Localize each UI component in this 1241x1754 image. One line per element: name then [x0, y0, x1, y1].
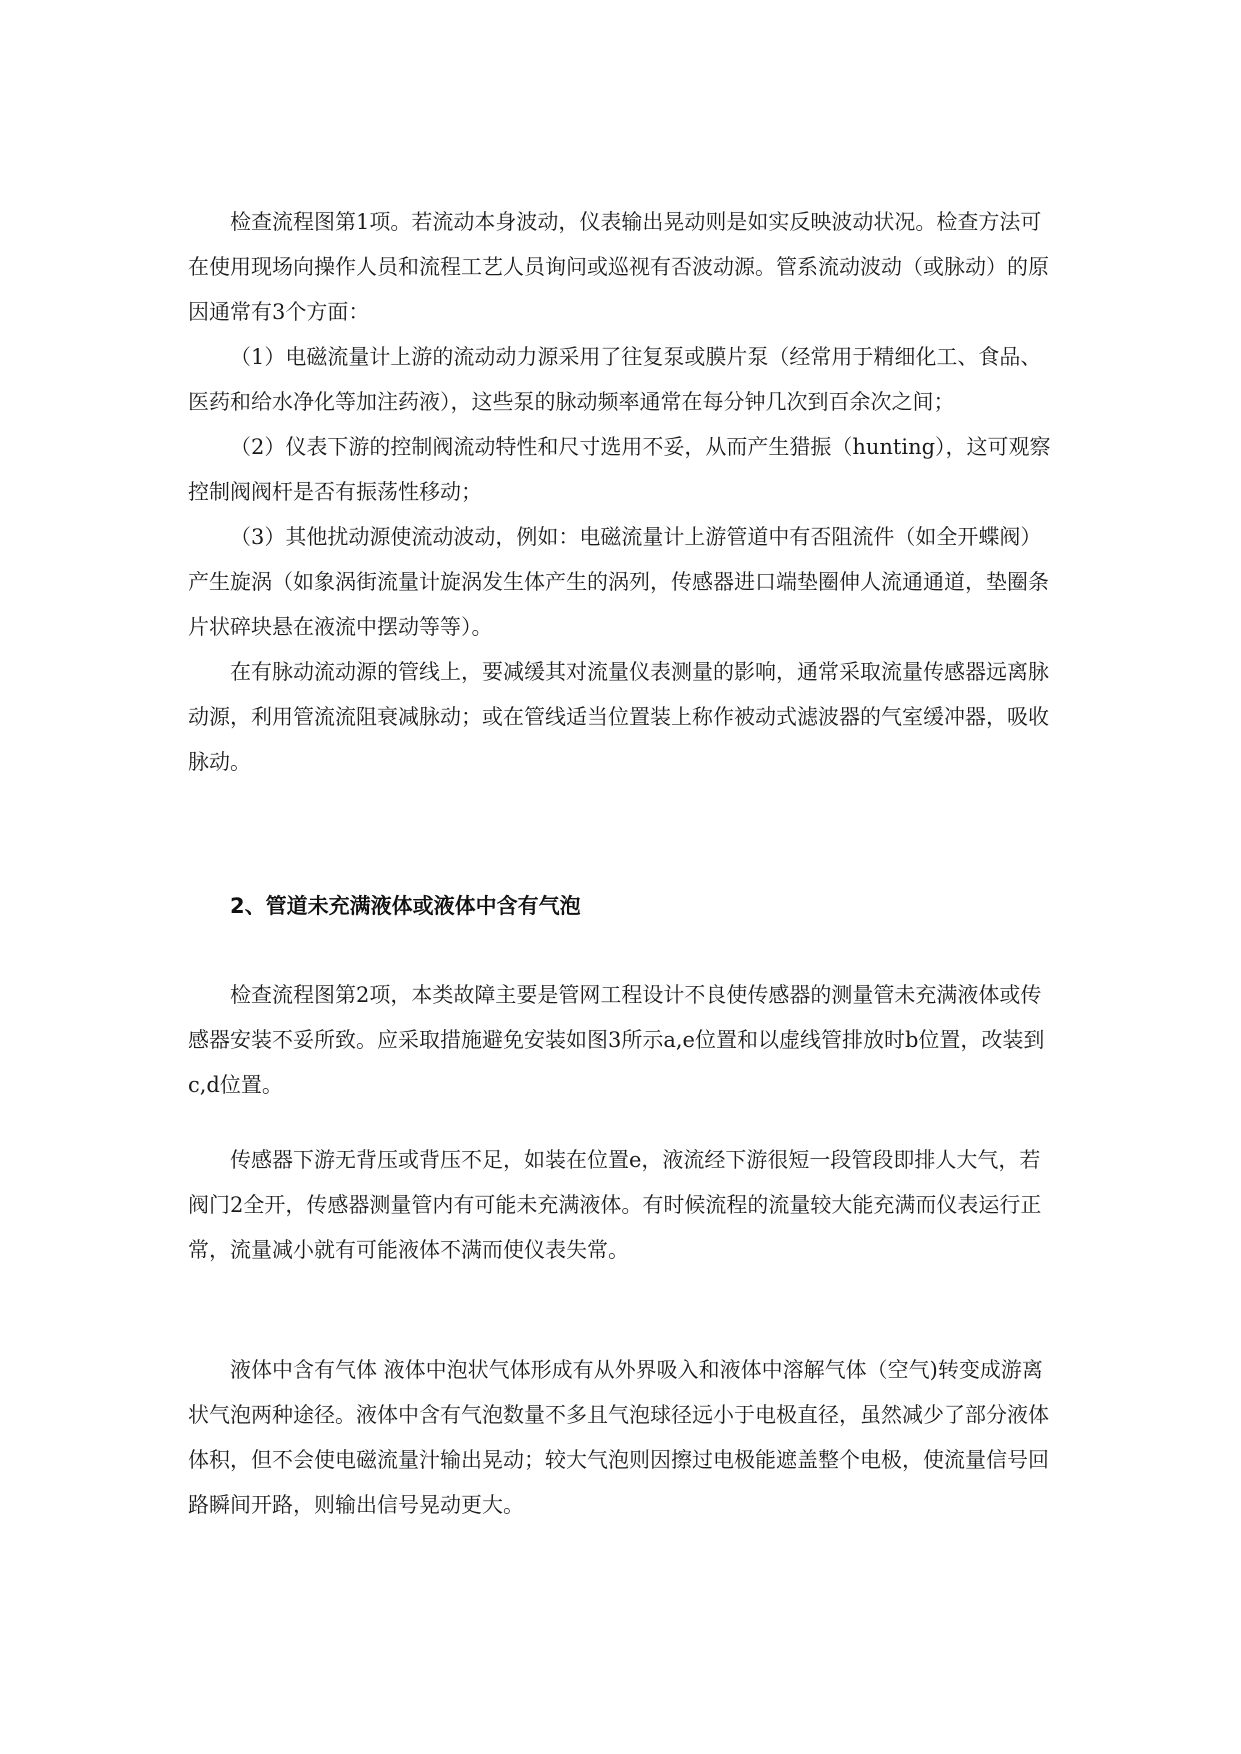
paragraph-unfilled-pipe: 检查流程图第2项，本类故障主要是管网工程设计不良使传感器的测量管未充满液体或传感器安装不妥所致。应采取措施避免安装如图3所示a,e位置和以虚线管排放时b位置，改装到c,d位置。	[188, 983, 1045, 1097]
paragraph-item-3-disturbance: （3）其他扰动源使流动波动，例如：电磁流量计上游管道中有否阻流件（如全开蝶阀）产生旋涡（如象涡街流量计旋涡发生体产生的涡列，传感器进口端垫圈伸人流通通道，垫圈条片状碎块悬在液流中摆动等等）。	[188, 525, 1049, 639]
paragraph-pulsation-mitigation: 在有脉动流动源的管线上，要减缓其对流量仪表测量的影响，通常采取流量传感器远离脉动源，利用管流流阻衰减脉动；或在管线适当位置装上称作被动式滤波器的气室缓冲器，吸收脉动。	[188, 660, 1049, 774]
paragraph-flow-fluctuation: 检查流程图第1项。若流动本身波动，仪表输出晃动则是如实反映波动状况。检查方法可在使用现场向操作人员和流程工艺人员询问或巡视有否波动源。管系流动波动（或脉动）的原因通常有3个方面：	[188, 210, 1049, 324]
paragraph-item-2-control-valve: （2）仪表下游的控制阀流动特性和尺寸选用不妥，从而产生猎振（hunting），这可观察控制阀阀杆是否有振荡性移动；	[188, 435, 1051, 504]
section-2-para-3	[188, 1348, 1058, 1528]
section-2-heading: 2、管道未充满液体或液体中含有气泡	[230, 894, 581, 918]
section-2-para-1	[188, 973, 1058, 1108]
paragraph-gas-bubbles: 液体中含有气体 液体中泡状气体形成有从外界吸入和液体中溶解气体（空气)转变成游离状气泡两种途径。液体中含有气泡数量不多且气泡球径远小于电极直径，虽然减少了部分液体体积，但不会使电磁流量汁输出晃动；较大气泡则因擦过电极能遮盖整个电极，使流量信号回路瞬间开路，则输出信号晃动更大。	[188, 1358, 1049, 1517]
section-1-body	[188, 200, 1058, 785]
paragraph-back-pressure: 传感器下游无背压或背压不足，如装在位置e，液流经下游很短一段管段即排人大气，若阀门2全开，传感器测量管内有可能未充满液体。有时候流程的流量较大能充满而仪表运行正常，流量减小就有可能液体不满而使仪表失常。	[188, 1148, 1042, 1262]
paragraph-item-1-pumps: （1）电磁流量计上游的流动动力源采用了往复泵或膜片泵（经常用于精细化工、食品、医药和给水净化等加注药液），这些泵的脉动频率通常在每分钟几次到百余次之间；	[188, 345, 1042, 414]
section-2-para-2	[188, 1138, 1058, 1273]
